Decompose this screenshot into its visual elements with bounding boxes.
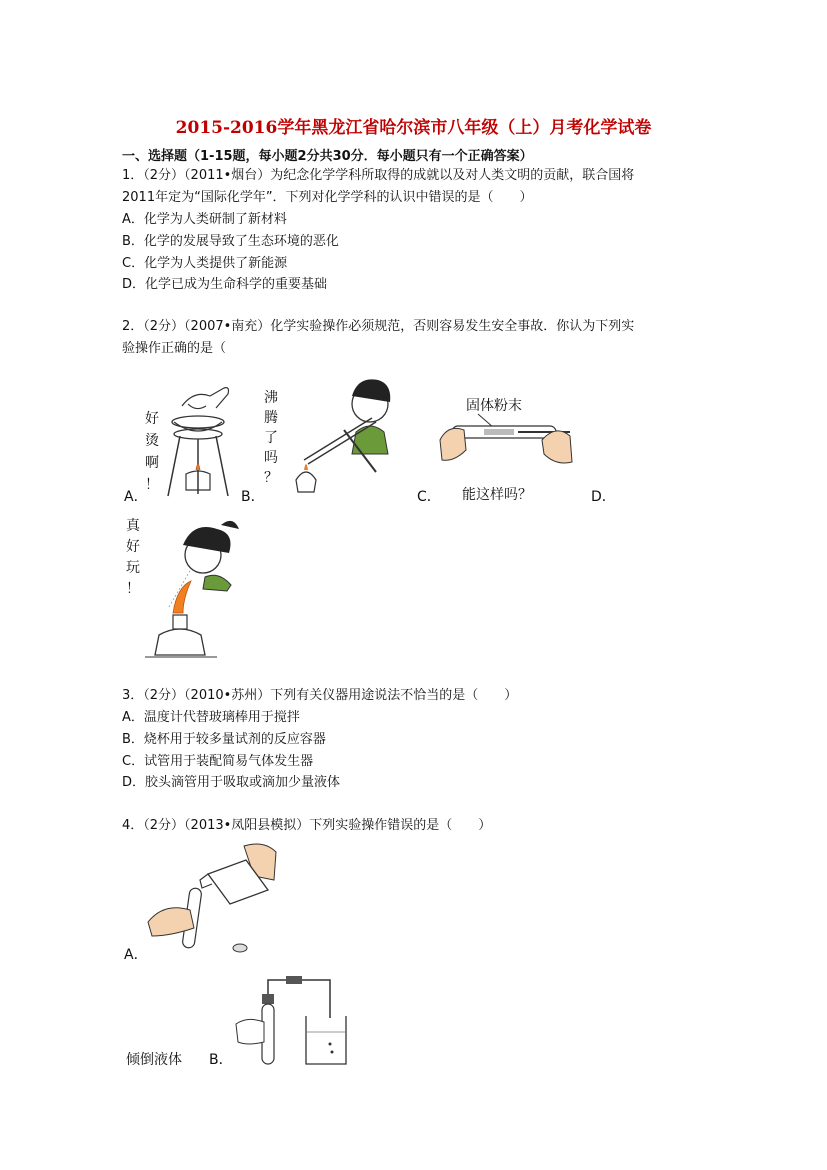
q2-label-b: B．	[241, 489, 265, 505]
q3-option-c: C．试管用于装配简易气体发生器	[122, 754, 314, 769]
fig-c-caption-bottom: 能这样吗？	[462, 487, 532, 503]
q1-option-c: C．化学为人类提供了新能源	[122, 256, 288, 271]
fig-b-speech: 沸 腾 了 吗 ？	[264, 390, 278, 486]
boiling-test-tube-illustration	[284, 372, 398, 500]
q1-option-d: D．化学已成为生命科学的重要基础	[122, 277, 328, 292]
q4-label-a: A．	[124, 947, 148, 963]
q4-stem: 4．（2分）（2013•凤阳县模拟）下列实验操作错误的是（ ）	[122, 818, 492, 833]
fig-c-caption-top: 固体粉末	[466, 398, 522, 414]
airtightness-check-illustration	[234, 972, 354, 1068]
q1-option-a: A．化学为人类研制了新材料	[122, 212, 287, 227]
powder-test-tube-illustration	[438, 410, 574, 472]
q2-label-c: C．	[417, 489, 441, 505]
q2-label-d: D．	[591, 489, 616, 505]
q3-option-b: B．烧杯用于较多量试剂的反应容器	[122, 732, 326, 747]
q3-option-d: D．胶头滴管用于吸取或滴加少量液体	[122, 775, 341, 790]
q1-stem-line1: 1．（2分）（2011•烟台）为纪念化学学科所取得的成就以及对人类文明的贡献，联合国将	[122, 168, 635, 183]
q4-label-b: B．	[209, 1052, 233, 1068]
q2-label-a: A．	[124, 489, 148, 505]
q3-stem: 3．（2分）（2010•苏州）下列有关仪器用途说法不恰当的是（ ）	[122, 688, 518, 703]
fig-a-speech: 好 烫 啊 ！	[145, 411, 159, 493]
q1-stem-line2: 2011年定为“国际化学年”．下列对化学学科的认识中错误的是（ ）	[122, 190, 533, 205]
evaporation-apparatus-illustration	[160, 378, 240, 500]
page-title: 2015-2016学年黑龙江省哈尔滨市八年级（上）月考化学试卷	[175, 118, 652, 138]
pouring-liquid-illustration	[146, 840, 282, 958]
q2-stem-line2: 验操作正确的是（	[122, 341, 227, 356]
alcohol-lamp-illustration	[143, 515, 243, 661]
fig-d-speech: 真 好 玩 ！	[126, 518, 140, 597]
q1-option-b: B．化学的发展导致了生态环境的恶化	[122, 234, 339, 249]
q4-caption-a: 倾倒液体	[126, 1052, 182, 1068]
q3-option-a: A．温度计代替玻璃棒用于搅拌	[122, 710, 300, 725]
section-heading: 一、选择题（1-15题，每小题2分共30分．每小题只有一个正确答案）	[122, 149, 533, 164]
q2-stem-line1: 2．（2分）（2007•南充）化学实验操作必须规范，否则容易发生安全事故．你认为下列实	[122, 319, 635, 334]
